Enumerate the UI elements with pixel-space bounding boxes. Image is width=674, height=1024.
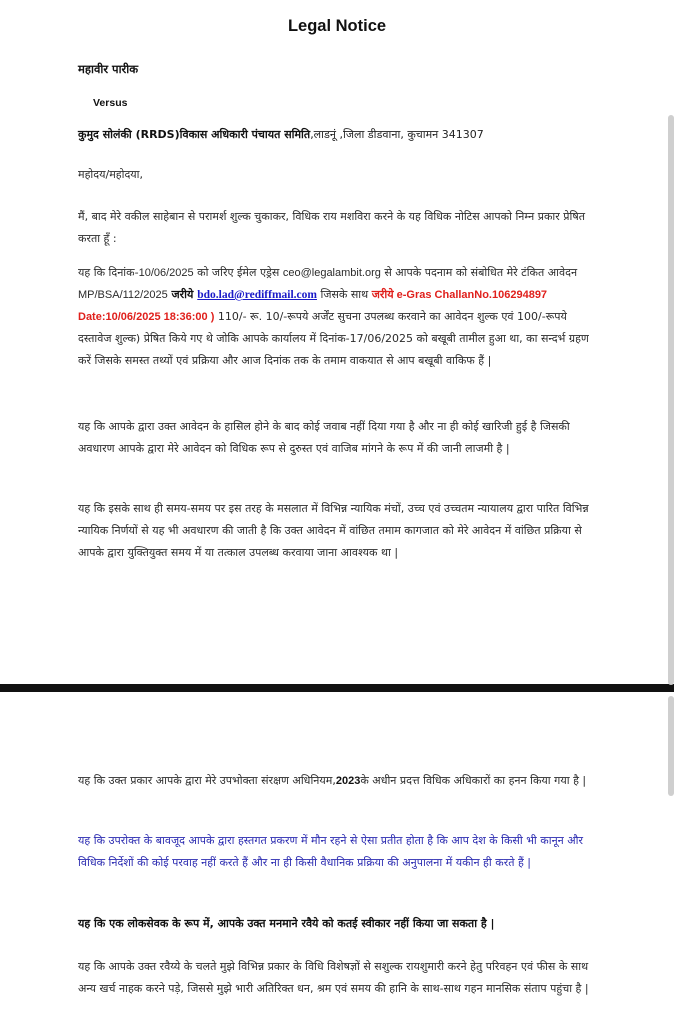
application-number: MP/BSA/112/2025 (78, 289, 168, 301)
via-label-2: जरीये (371, 289, 394, 301)
vertical-scrollbar-page-2[interactable] (668, 696, 674, 796)
via-label-1: जरीये (167, 288, 198, 301)
defendant-line (78, 124, 638, 146)
paragraph-consumer-act (78, 770, 598, 792)
intro-paragraph: मैं, बाद मेरे वकील साहेबान से परामर्श शुल्क चुकाकर, विधिक राय मशविरा करने के यह विधिक नोटिस आपको निम्न प्रकार प्रेषित करता हूँ : (78, 210, 585, 245)
act-year: 2023 (335, 775, 361, 787)
egras-challan-details: e-Gras ChallanNo.106294897 Date:10/06/2025 18:36:00 ) (78, 289, 548, 323)
paragraph-judicial-precedents: यह कि इसके साथ ही समय-समय पर इस तरह के मसलात में विभिन्न न्यायिक मंचों, उच्च एवं उच्चतम न्यायालय द्वारा पारित विभिन्न न्यायिक निर्णयों से यह भी अवधारण की जाती है कि उक्त आवेदन में वांछित तमाम कागजात को मेरे आवेदन में वांछित प्रक्रिया से आपके द्वारा युक्तियुक्त समय में या तत्काल उपलब्ध करवाया जाना आवश्यक था | (78, 502, 589, 559)
salutation: महोदय/महोदया, (78, 168, 144, 181)
para1-text-3: से आपके पदनाम को संबोधित मेरे टंकित आवेदन (380, 266, 578, 279)
plaintiff-name: महावीर पारीक (78, 62, 139, 76)
vertical-scrollbar[interactable] (668, 115, 674, 685)
para4-text-2: के अधीन प्रदत्त विधिक अधिकारों का हनन किया गया है | (360, 774, 587, 787)
page-separator (0, 684, 674, 692)
para4-text-1: यह कि उक्त प्रकार आपके द्वारा मेरे उपभोक्ता संरक्षण अधिनियम, (78, 774, 336, 787)
paragraph-damages: यह कि आपके उक्त रवैय्ये के चलते मुझे विभिन्न प्रकार के विधि विशेषज्ञों से सशुल्क रायशुमारी करने हेतु परिवहन एवं फीस के साथ अन्य खर्च नाहक करने पड़े, जिससे मुझे भारी अतिरिक्त धन, श्रम एवं समय की हानि के साथ-साथ गहन मानसिक संताप पहुंचा है | (78, 960, 589, 995)
defendant-name: कुमुद सोलंकी (RRDS)विकास अधिकारी पंचायत समिति (78, 128, 311, 141)
para1-text-1: यह कि दिनांक- (78, 266, 139, 279)
application-date: 10/06/2025 (138, 267, 194, 279)
para1-text-2: को जरिए ईमेल एड्रेस (193, 266, 283, 279)
bdo-email-link[interactable]: bdo.lad@rediffmail.com (197, 289, 317, 301)
paragraph-silence: यह कि उपरोक्त के बावजूद आपके द्वारा हस्तगत प्रकरण में मौन रहने से ऐसा प्रतीत होता है कि आप देश के किसी भी कानून और विधिक निर्देशों की कोई परवाह नहीं करते हैं और ना ही किसी वैधानिक प्रक्रिया की अनुपालना में यकीन ही करते हैं | (78, 834, 584, 869)
notice-title: Legal Notice (287, 17, 387, 35)
paragraph-application (78, 262, 598, 372)
para1-text-4: जिसके साथ (316, 288, 372, 301)
defendant-address: ,लाडनूं ,जिला डीडवाना, कुचामन 341307 (310, 128, 484, 141)
paragraph-public-servant: यह कि एक लोकसेवक के रूप में, आपके उक्त मनमाने रवैये को कतई स्वीकार नहीं किया जा सकता है | (78, 917, 495, 930)
versus-label: Versus (93, 97, 128, 109)
para1-text-5: 110/- रू. 10/-रूपये अर्जेंट सुचना उपलब्ध करवाने का आवेदन शुल्क एवं 100/-रूपये दस्तावेज शुल्क) प्रेषित किये गए थे जोकि आपके कार्यालय में दिनांक-17/06/2025 को बखूबी तामील हुआ था, का सन्दर्भ ग्रहण करें जिसके समस्त तथ्यों एवं प्रक्रिया और आज दिनांक तक के तमाम वाकयात से आप बखूबी वाकिफ हैं | (78, 310, 589, 367)
paragraph-no-reply: यह कि आपके द्वारा उक्त आवेदन के हासिल होने के बाद कोई जवाब नहीं दिया गया है और ना ही कोई खारिजी हुई है जिसकी अवधारण आपके द्वारा मेरे आवेदन को विधिक रूप से दुरुस्त एवं वाजिब मांगने के रूप में की जानी लाजमी है | (78, 420, 570, 455)
sender-email: ceo@legalambit.org (282, 267, 381, 279)
